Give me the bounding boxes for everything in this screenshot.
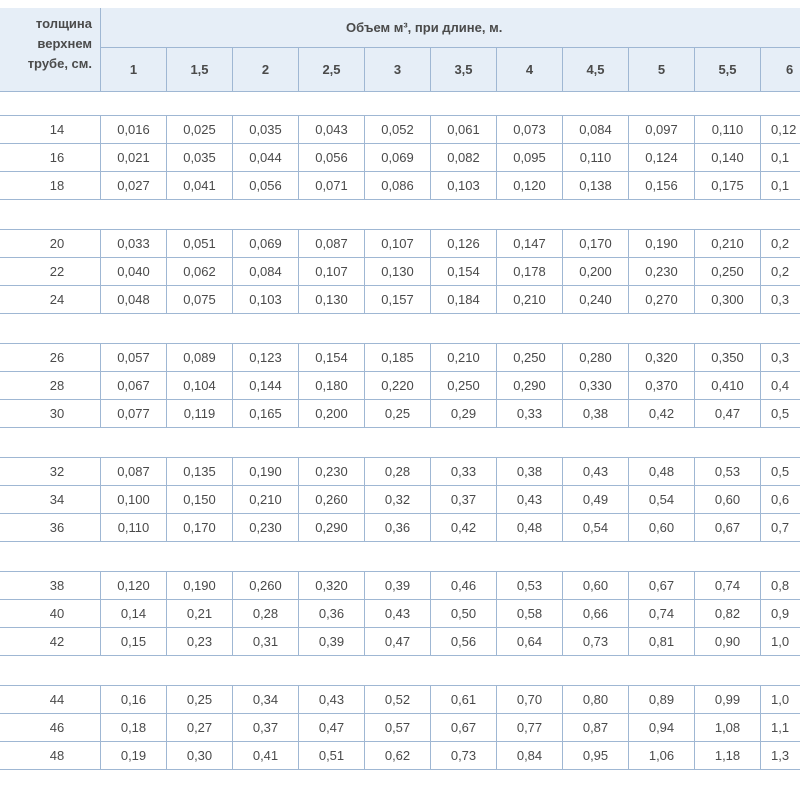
volume-cell: 0,290 <box>299 514 365 542</box>
diameter-cell: 28 <box>0 372 101 400</box>
volume-cell: 0,130 <box>299 286 365 314</box>
volume-cell: 0,130 <box>365 258 431 286</box>
volume-cell: 0,34 <box>233 686 299 714</box>
length-header-3: 3 <box>365 48 431 92</box>
volume-cell: 0,250 <box>431 372 497 400</box>
volume-cell: 0,250 <box>695 258 761 286</box>
volume-cell: 1,0 <box>761 628 800 656</box>
volume-cell: 0,073 <box>497 116 563 144</box>
volume-cell: 0,190 <box>629 230 695 258</box>
volume-cell: 1,18 <box>695 742 761 770</box>
volume-cell: 0,3 <box>761 286 800 314</box>
volume-cell: 0,4 <box>761 372 800 400</box>
volume-cell: 0,36 <box>365 514 431 542</box>
volume-cell: 0,74 <box>629 600 695 628</box>
diameter-cell: 48 <box>0 742 101 770</box>
length-header-5: 5 <box>629 48 695 92</box>
volume-cell: 0,67 <box>629 572 695 600</box>
table-row <box>0 458 800 486</box>
diameter-header-line-2: верхнем <box>37 36 92 51</box>
volume-cell: 0,5 <box>761 458 800 486</box>
volume-cell: 1,06 <box>629 742 695 770</box>
volume-cell: 0,19 <box>101 742 167 770</box>
volume-cell: 0,052 <box>365 116 431 144</box>
volume-cell: 0,250 <box>497 344 563 372</box>
volume-cell: 0,123 <box>233 344 299 372</box>
diameter-header-line-1: толщина <box>35 16 92 31</box>
volume-cell: 0,100 <box>101 486 167 514</box>
volume-cell: 0,74 <box>695 572 761 600</box>
volume-cell: 0,051 <box>167 230 233 258</box>
volume-cell: 0,210 <box>431 344 497 372</box>
diameter-cell: 46 <box>0 714 101 742</box>
volume-cell: 0,300 <box>695 286 761 314</box>
volume-cell: 0,32 <box>365 486 431 514</box>
diameter-cell: 40 <box>0 600 101 628</box>
volume-cell: 0,057 <box>101 344 167 372</box>
volume-cell: 0,157 <box>365 286 431 314</box>
volume-cell: 0,38 <box>563 400 629 428</box>
volume-cell: 0,7 <box>761 514 800 542</box>
volume-cell: 0,190 <box>233 458 299 486</box>
volume-cell: 0,156 <box>629 172 695 200</box>
table-group <box>0 571 800 656</box>
table-row <box>0 572 800 600</box>
volume-cell: 0,94 <box>629 714 695 742</box>
volume-cell: 0,270 <box>629 286 695 314</box>
diameter-cell: 44 <box>0 686 101 714</box>
volume-cell: 0,47 <box>299 714 365 742</box>
volume-cell: 0,2 <box>761 258 800 286</box>
volume-cell: 0,54 <box>563 514 629 542</box>
volume-cell: 0,95 <box>563 742 629 770</box>
volume-cell: 0,54 <box>629 486 695 514</box>
volume-cell: 0,70 <box>497 686 563 714</box>
volume-cell: 0,154 <box>431 258 497 286</box>
volume-cell: 0,47 <box>695 400 761 428</box>
volume-cell: 0,43 <box>563 458 629 486</box>
volume-cell: 0,16 <box>101 686 167 714</box>
diameter-cell: 36 <box>0 514 101 542</box>
volume-cell: 0,033 <box>101 230 167 258</box>
volume-cell: 0,67 <box>695 514 761 542</box>
volume-cell: 0,66 <box>563 600 629 628</box>
table-group <box>0 343 800 428</box>
volume-cell: 0,089 <box>167 344 233 372</box>
volume-cell: 0,87 <box>563 714 629 742</box>
volume-cell: 0,124 <box>629 144 695 172</box>
length-header-3-5: 3,5 <box>431 48 497 92</box>
diameter-cell: 30 <box>0 400 101 428</box>
table-group <box>0 457 800 542</box>
volume-cell: 0,230 <box>629 258 695 286</box>
volume-cell: 0,110 <box>695 116 761 144</box>
volume-cell: 0,31 <box>233 628 299 656</box>
volume-cell: 0,350 <box>695 344 761 372</box>
volume-cell: 0,73 <box>431 742 497 770</box>
volume-cell: 0,067 <box>101 372 167 400</box>
volume-cell: 0,28 <box>233 600 299 628</box>
diameter-cell: 26 <box>0 344 101 372</box>
volume-cell: 0,12 <box>761 116 800 144</box>
volume-cell: 0,120 <box>101 572 167 600</box>
volume-cell: 0,330 <box>563 372 629 400</box>
volume-cell: 0,178 <box>497 258 563 286</box>
volume-cell: 0,39 <box>365 572 431 600</box>
volume-cell: 0,67 <box>431 714 497 742</box>
table-group <box>0 229 800 314</box>
volume-cell: 0,120 <box>497 172 563 200</box>
volume-cell: 0,8 <box>761 572 800 600</box>
volume-cell: 0,18 <box>101 714 167 742</box>
volume-cell: 0,095 <box>497 144 563 172</box>
volume-cell: 0,170 <box>167 514 233 542</box>
volume-cell: 0,147 <box>497 230 563 258</box>
volume-cell: 1,1 <box>761 714 800 742</box>
length-header-2-5: 2,5 <box>299 48 365 92</box>
diameter-cell: 34 <box>0 486 101 514</box>
volume-cell: 0,9 <box>761 600 800 628</box>
volume-cell: 0,048 <box>101 286 167 314</box>
volume-cell: 0,42 <box>629 400 695 428</box>
volume-cell: 0,81 <box>629 628 695 656</box>
table-row <box>0 686 800 714</box>
volume-cell: 0,52 <box>365 686 431 714</box>
table-row <box>0 372 800 400</box>
volume-cell: 0,50 <box>431 600 497 628</box>
volume-cell: 0,60 <box>563 572 629 600</box>
volume-cell: 0,21 <box>167 600 233 628</box>
volume-cell: 0,29 <box>431 400 497 428</box>
volume-cell: 0,086 <box>365 172 431 200</box>
volume-cell: 0,2 <box>761 230 800 258</box>
table-row <box>0 172 800 200</box>
volume-cell: 0,185 <box>365 344 431 372</box>
volume-cell: 0,53 <box>497 572 563 600</box>
volume-cell: 0,84 <box>497 742 563 770</box>
length-header-4-5: 4,5 <box>563 48 629 92</box>
volume-cell: 0,82 <box>695 600 761 628</box>
volume-cell: 0,25 <box>167 686 233 714</box>
volume-cell: 0,57 <box>365 714 431 742</box>
volume-cell: 0,320 <box>629 344 695 372</box>
volume-cell: 0,49 <box>563 486 629 514</box>
volume-cell: 0,210 <box>233 486 299 514</box>
table-row <box>0 286 800 314</box>
volume-cell: 0,110 <box>563 144 629 172</box>
volume-cell: 0,150 <box>167 486 233 514</box>
volume-cell: 0,43 <box>299 686 365 714</box>
volume-cell: 0,37 <box>431 486 497 514</box>
volume-cell: 0,035 <box>167 144 233 172</box>
diameter-cell: 22 <box>0 258 101 286</box>
table-row <box>0 600 800 628</box>
volume-cell: 0,5 <box>761 400 800 428</box>
diameter-cell: 42 <box>0 628 101 656</box>
length-header-4: 4 <box>497 48 563 92</box>
volume-cell: 0,027 <box>101 172 167 200</box>
volume-cell: 0,069 <box>233 230 299 258</box>
volume-cell: 0,48 <box>629 458 695 486</box>
volume-cell: 0,30 <box>167 742 233 770</box>
volume-cell: 0,107 <box>365 230 431 258</box>
volume-cell: 0,110 <box>101 514 167 542</box>
volume-cell: 0,075 <box>167 286 233 314</box>
volume-cell: 0,230 <box>233 514 299 542</box>
volume-cell: 0,43 <box>365 600 431 628</box>
length-header-2: 2 <box>233 48 299 92</box>
volume-cell: 0,58 <box>497 600 563 628</box>
volume-cell: 0,041 <box>167 172 233 200</box>
volume-cell: 0,60 <box>695 486 761 514</box>
table-row <box>0 116 800 144</box>
volume-cell: 0,200 <box>299 400 365 428</box>
volume-cell: 0,069 <box>365 144 431 172</box>
volume-cell: 0,082 <box>431 144 497 172</box>
volume-cell: 0,61 <box>431 686 497 714</box>
diameter-cell: 32 <box>0 458 101 486</box>
volume-cell: 0,043 <box>299 116 365 144</box>
volume-cell: 0,23 <box>167 628 233 656</box>
volume-cell: 0,27 <box>167 714 233 742</box>
volume-cell: 0,62 <box>365 742 431 770</box>
volume-cell: 0,210 <box>695 230 761 258</box>
volume-cell: 0,084 <box>233 258 299 286</box>
volume-cell: 0,260 <box>299 486 365 514</box>
diameter-header-line-3: трубе, см. <box>27 56 92 71</box>
volume-cell: 0,28 <box>365 458 431 486</box>
volume-cell: 0,184 <box>431 286 497 314</box>
volume-cell: 0,56 <box>431 628 497 656</box>
table-group <box>0 115 800 200</box>
volume-cell: 0,77 <box>497 714 563 742</box>
volume-cell: 1,08 <box>695 714 761 742</box>
diameter-cell: 20 <box>0 230 101 258</box>
volume-cell: 0,144 <box>233 372 299 400</box>
volume-cell: 0,260 <box>233 572 299 600</box>
length-header <box>101 8 800 92</box>
volume-cell: 0,126 <box>431 230 497 258</box>
table-row <box>0 230 800 258</box>
volume-cell: 0,90 <box>695 628 761 656</box>
volume-cell: 0,15 <box>101 628 167 656</box>
volume-cell: 1,3 <box>761 742 800 770</box>
volume-cell: 0,025 <box>167 116 233 144</box>
volume-cell: 0,14 <box>101 600 167 628</box>
volume-cell: 0,165 <box>233 400 299 428</box>
volume-cell: 0,89 <box>629 686 695 714</box>
volume-cell: 0,071 <box>299 172 365 200</box>
volume-cell: 0,084 <box>563 116 629 144</box>
volume-cell: 0,36 <box>299 600 365 628</box>
volume-cell: 0,43 <box>497 486 563 514</box>
table-row <box>0 400 800 428</box>
volume-cell: 0,41 <box>233 742 299 770</box>
table-row <box>0 144 800 172</box>
volume-cell: 0,33 <box>497 400 563 428</box>
volume-cell: 0,140 <box>695 144 761 172</box>
volume-cell: 0,138 <box>563 172 629 200</box>
volume-cell: 0,37 <box>233 714 299 742</box>
volume-cell: 0,035 <box>233 116 299 144</box>
volume-cell: 0,46 <box>431 572 497 600</box>
table-row <box>0 628 800 656</box>
volume-cell: 0,021 <box>101 144 167 172</box>
volume-cell: 0,42 <box>431 514 497 542</box>
table-group <box>0 685 800 770</box>
table-row <box>0 486 800 514</box>
volume-cell: 0,39 <box>299 628 365 656</box>
volume-cell: 0,056 <box>233 172 299 200</box>
table-row <box>0 514 800 542</box>
volume-cell: 0,99 <box>695 686 761 714</box>
volume-cell: 0,1 <box>761 144 800 172</box>
volume-cell: 0,104 <box>167 372 233 400</box>
volume-cell: 0,48 <box>497 514 563 542</box>
volume-cell: 0,175 <box>695 172 761 200</box>
volume-cell: 0,320 <box>299 572 365 600</box>
volume-cell: 0,170 <box>563 230 629 258</box>
volume-cell: 0,51 <box>299 742 365 770</box>
volume-cell: 0,25 <box>365 400 431 428</box>
diameter-cell: 18 <box>0 172 101 200</box>
volume-cell: 0,210 <box>497 286 563 314</box>
volume-cell: 0,062 <box>167 258 233 286</box>
length-header-6: 6 <box>761 48 800 92</box>
volume-cell: 0,180 <box>299 372 365 400</box>
volume-cell: 0,230 <box>299 458 365 486</box>
volume-cell: 0,370 <box>629 372 695 400</box>
volume-cell: 0,200 <box>563 258 629 286</box>
diameter-cell: 24 <box>0 286 101 314</box>
table-row <box>0 742 800 770</box>
length-header-1: 1 <box>101 48 167 92</box>
volume-cell: 0,135 <box>167 458 233 486</box>
volume-cell: 0,103 <box>431 172 497 200</box>
volume-cell: 0,097 <box>629 116 695 144</box>
volume-cell: 0,290 <box>497 372 563 400</box>
volume-cell: 0,53 <box>695 458 761 486</box>
volume-cell: 0,6 <box>761 486 800 514</box>
volume-cell: 0,154 <box>299 344 365 372</box>
length-header-5-5: 5,5 <box>695 48 761 92</box>
volume-cell: 0,410 <box>695 372 761 400</box>
volume-cell: 0,103 <box>233 286 299 314</box>
volume-cell: 0,056 <box>299 144 365 172</box>
volume-cell: 0,087 <box>299 230 365 258</box>
volume-cell: 0,077 <box>101 400 167 428</box>
volume-cell: 0,220 <box>365 372 431 400</box>
diameter-cell: 14 <box>0 116 101 144</box>
volume-cell: 1,0 <box>761 686 800 714</box>
volume-cell: 0,64 <box>497 628 563 656</box>
volume-cell: 0,1 <box>761 172 800 200</box>
volume-cell: 0,190 <box>167 572 233 600</box>
volume-cell: 0,040 <box>101 258 167 286</box>
volume-cell: 0,47 <box>365 628 431 656</box>
volume-cell: 0,38 <box>497 458 563 486</box>
volume-cell: 0,087 <box>101 458 167 486</box>
table-row <box>0 344 800 372</box>
volume-cell: 0,33 <box>431 458 497 486</box>
volume-cell: 0,3 <box>761 344 800 372</box>
volume-cell: 0,107 <box>299 258 365 286</box>
volume-cell: 0,80 <box>563 686 629 714</box>
diameter-column-header <box>0 8 101 92</box>
table-row <box>0 258 800 286</box>
table-row <box>0 714 800 742</box>
diameter-cell: 16 <box>0 144 101 172</box>
volume-cell: 0,240 <box>563 286 629 314</box>
volume-cell: 0,280 <box>563 344 629 372</box>
volume-header-title: Объем м³, при длине, м. <box>101 8 800 48</box>
volume-cell: 0,73 <box>563 628 629 656</box>
volume-cell: 0,60 <box>629 514 695 542</box>
volume-cell: 0,061 <box>431 116 497 144</box>
diameter-cell: 38 <box>0 572 101 600</box>
length-header-1-5: 1,5 <box>167 48 233 92</box>
volume-cell: 0,016 <box>101 116 167 144</box>
volume-cell: 0,044 <box>233 144 299 172</box>
volume-cell: 0,119 <box>167 400 233 428</box>
